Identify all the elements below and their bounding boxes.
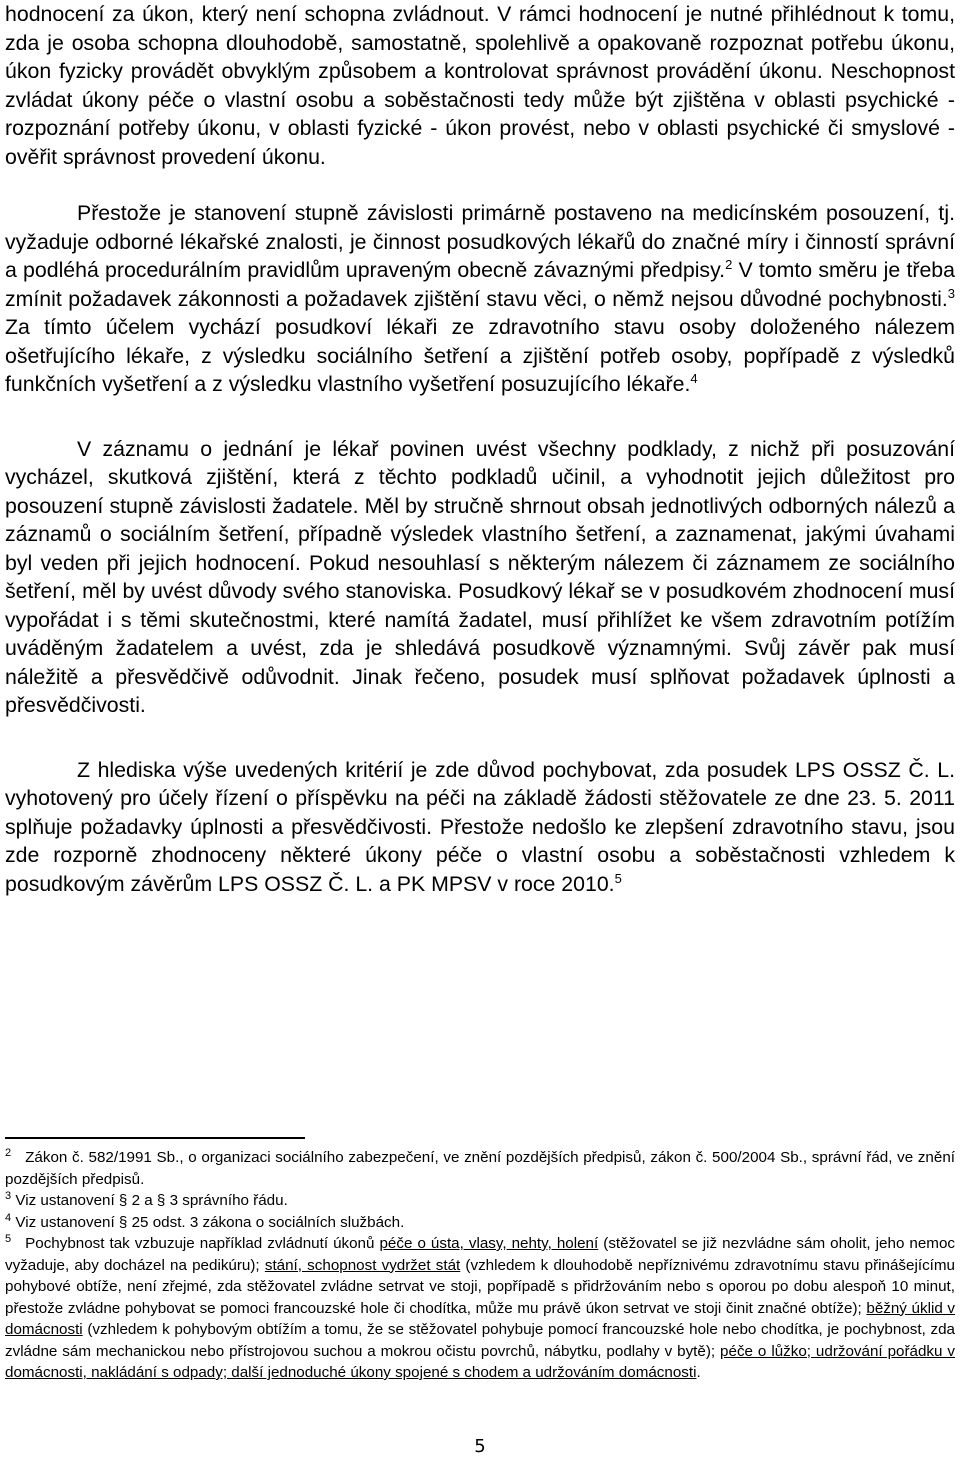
footnote-text: (stěžovatel se již nezvládne sám oholit, jeho nemoc vyžaduje, aby docházel na pedikúru); — [5, 1235, 955, 1274]
footnote-number: 5 — [5, 1233, 12, 1245]
footnote-ref-4[interactable]: 4 — [690, 371, 698, 386]
paragraph-1-text: hodnocení za úkon, který není schopna zvládnout. V rámci hodnocení je nutné přihlédnout k tomu, zda je osoba schopna dlouhodobě, samostatně, spolehlivě a opakovaně rozpoznat potřebu úkonu, úkon fyzicky provádět obvyklým způsobem a kontrolovat správnost provádění úkonu. Neschopnost zvládat úkony péče o vlastní osobu a soběstačnosti tedy může být zjištěna v oblasti psychické - rozpoznání potřeby úkonu, v oblasti fyzické - úkon provést, nebo v oblasti psychické či smyslové - ověřit správnost provedení úkonu. — [5, 2, 955, 169]
footnote-separator — [5, 1137, 305, 1139]
footnote-ref-5[interactable]: 5 — [614, 870, 622, 886]
paragraph-3-text: V záznamu o jednání je lékař povinen uvést všechny podklady, z nichž při posuzování vycházel, skutková zjištění, která z těchto podkladů učinil, a vyhodnotit jejich důležitost pro posouzení stupně závislosti žadatele. Měl by stručně shrnout obsah jednotlivých odborných nálezů a záznamů o sociálním šetření, případně výsledek vlastního šetření, a zaznamenat, jakými úvahami byl veden při jejich hodnocení. Pokud nesouhlasí s některým nálezem či záznamem ze sociálního šetření, měl by uvést důvody svého stanoviska. Posudkový lékař se v posudkovém zhodnocení musí vypořádat i s těmi skutečnostmi, které namítá žadatel, musí přihlížet ke všem zdravotním potížím uváděným žadatelem a uvést, zda je shledává posudkově významnými. Svůj závěr pak musí náležitě a přesvědčivě odůvodnit. Jinak řečeno, posudek musí splňovat požadavek úplnosti a přesvědčivosti. — [5, 436, 955, 717]
footnotes — [5, 1147, 955, 1384]
footnote-2 — [5, 1147, 955, 1190]
footnote-number: 2 — [5, 1147, 12, 1159]
footnote-text: Viz ustanovení § 2 a § 3 správního řádu. — [15, 1192, 288, 1209]
underlined-phrase: péče o ústa, vlasy, nehty, holení — [379, 1235, 599, 1252]
paragraph-4 — [5, 756, 955, 899]
document-page — [5, 0, 955, 1460]
footnote-number: 4 — [5, 1211, 12, 1224]
footnote-ref-3[interactable]: 3 — [947, 285, 955, 301]
main-text — [5, 0, 955, 898]
paragraph-1 — [5, 0, 955, 171]
paragraph-2 — [5, 199, 955, 399]
footnote-text: Pochybnost tak vzbuzuje například zvládnutí úkonů — [25, 1235, 380, 1252]
footnote-5 — [5, 1233, 955, 1384]
paragraph-2-text-b: V tomto směru je třeba zmínit požadavek zákonnosti a požadavek zjištění stavu věci, o němž nejsou důvodné pochybnosti. — [5, 258, 955, 311]
paragraph-3 — [5, 435, 955, 720]
paragraph-4-text: Z hlediska výše uvedených kritérií je zde důvod pochybovat, zda posudek LPS OSSZ Č. L. vyhotovený pro účely řízení o příspěvku na péči na základě žádosti stěžovatele ze dne 23. 5. 2011 splňuje požadavky úplnosti a přesvědčivosti. Přestože nedošlo ke zlepšení zdravotního stavu, jsou zde rozporně zhodnoceny některé úkony péče o vlastní osobu a soběstačnosti vzhledem k posudkovým závěrům LPS OSSZ Č. L. a PK MPSV v roce 2010. — [5, 757, 955, 896]
footnote-text: (vzhledem k pohybovým obtížím a tomu, že se stěžovatel pohybuje pomocí francouzské hole nebo chodítka, je pochybnost, zda zvládne sám mechanickou nebo přístrojovou suchou a mokrou očistu povrchů, nábytku, podlahy v bytě); — [5, 1321, 955, 1360]
footnote-text: (vzhledem k dlouhodobě nepříznivému zdravotnímu stavu přinášejícímu pohybové obtíže, není zřejmé, zda stěžovatel zvládne setrvat ve stoji, popřípadě s přidržováním nebo s oporou po dobu alespoň 10 minut, přestože zvládne pohybovat se pomoci francouzské hole či chodítka, může mu právě úkon setrvat ve stoji činit značné obtíže); — [5, 1256, 955, 1317]
footnote-text: Zákon č. 582/1991 Sb., o organizaci sociálního zabezpečení, ve znění pozdějších předpisů, zákon č. 500/2004 Sb., správní řád, ve znění pozdějších předpisů. — [5, 1149, 955, 1188]
underlined-phrase: běžný úklid v domácnosti — [5, 1299, 956, 1338]
underlined-phrase: péče o lůžko; udržování pořádku v domácnosti, nakládání s odpady; další jednoduché úkony spojené s chodem a udržováním domácnosti — [5, 1342, 955, 1381]
page-number: 5 — [474, 1436, 486, 1457]
footnote-text: Viz ustanovení § 25 odst. 3 zákona o sociálních službách. — [15, 1213, 405, 1231]
paragraph-2-text-a: Přestože je stanovení stupně závislosti primárně postaveno na medicínském posouzení, tj. vyžaduje odborné lékařské znalosti, je činnost posudkových lékařů do značné míry i činností správní a podléhá procedurálním pravidlům upraveným obecně závaznými předpisy. — [5, 201, 955, 282]
footnote-text: . — [696, 1364, 701, 1381]
footnote-4 — [5, 1212, 955, 1234]
footnote-ref-2[interactable]: 2 — [725, 257, 733, 272]
paragraph-2-text-c: Za tímto účelem vychází posudkoví lékaři ze zdravotního stavu osoby doloženého nálezem ošetřujícího lékaře, z výsledku sociálního šetření a zjištění potřeb osoby, popřípadě z výsledků funkčních vyšetření a z výsledku vlastního vyšetření posuzujícího lékaře. — [5, 315, 955, 396]
footnote-number: 3 — [5, 1190, 12, 1202]
underlined-phrase: stání, schopnost vydržet stát — [264, 1256, 461, 1274]
footnote-3 — [5, 1190, 955, 1212]
